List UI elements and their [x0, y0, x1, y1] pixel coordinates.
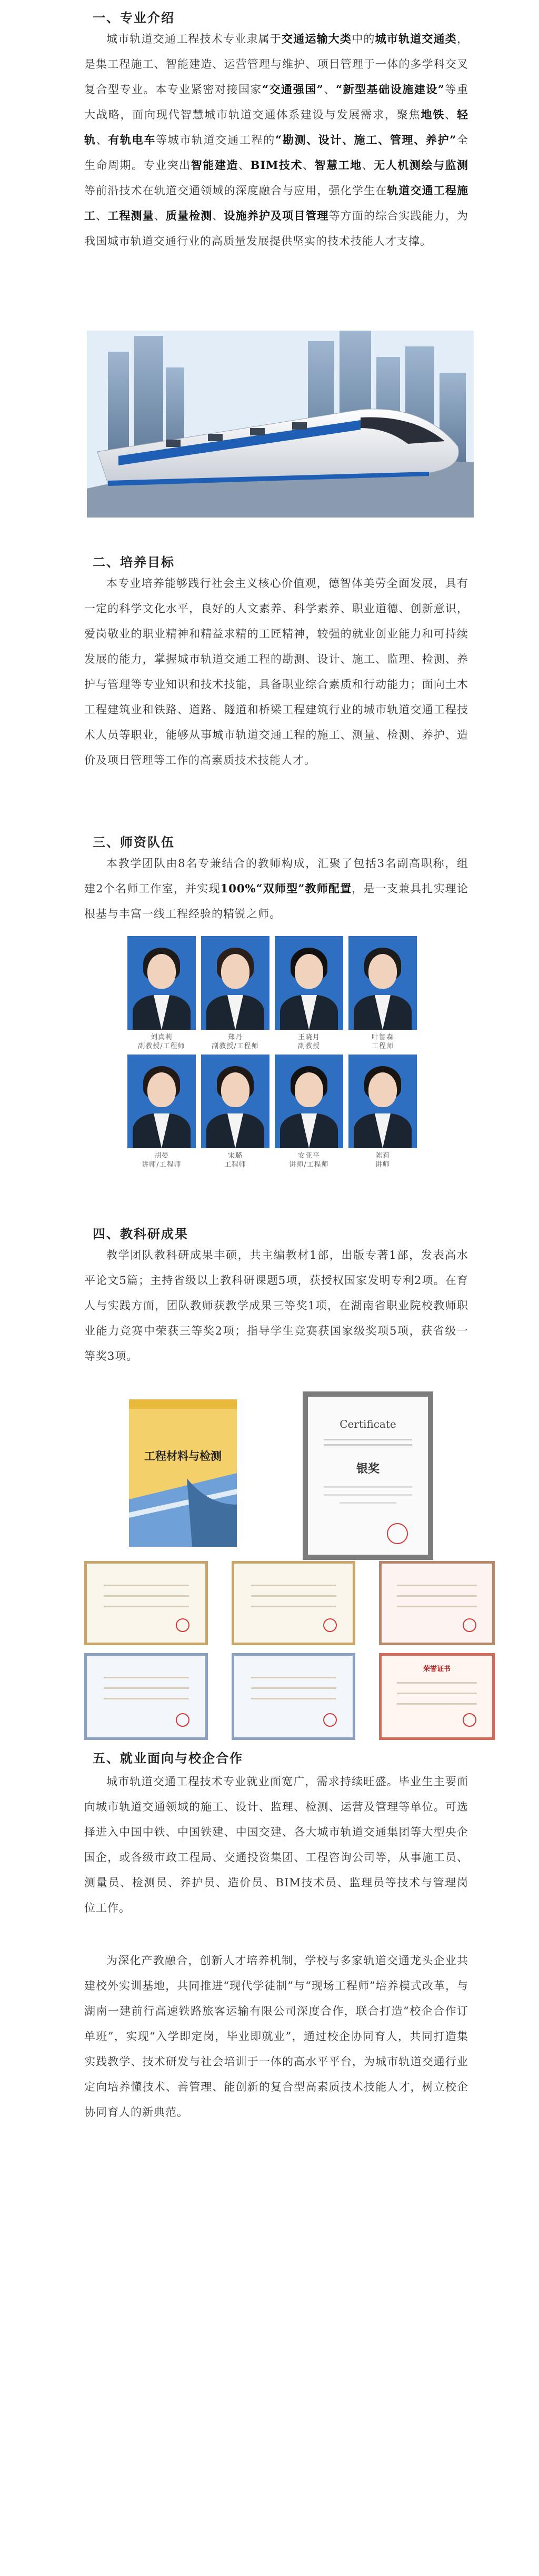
teacher-card [127, 1055, 196, 1169]
teacher-name: 胡晏 [154, 1152, 169, 1160]
seal-icon [323, 1618, 337, 1632]
teacher-name: 王晓月 [297, 1033, 320, 1041]
certificate-small [84, 1561, 208, 1645]
certificate-small [84, 1653, 208, 1740]
teacher-title: 副教授/工程师 [138, 1042, 185, 1050]
teacher-title: 副教授/工程师 [212, 1042, 259, 1050]
certificate-small [232, 1561, 355, 1645]
teacher-photo [275, 936, 343, 1030]
teacher-name: 刘真莉 [150, 1033, 173, 1041]
paragraph-intro: 城市轨道交通工程技术专业隶属于交通运输大类中的城市轨道交通类，是集工程施工、智能建造、运营管理与维护、项目管理于一体的多学科交叉复合型专业。本专业紧密对接国家“交通强国”、“新型基础设施建设”等重大战略，面向现代智慧城市轨道交通体系建设与发展需求，聚焦地铁、轻轨、有轨电车等城市轨道交通工程的“勘测、设计、施工、管理、养护”全生命周期。专业突出智能建造、BIM技术、智慧工地、无人机测绘与监测等前沿技术在轨道交通领域的深度融合与应用，强化学生在轨道交通工程施工、工程测量、质量检测、设施养护及项目管理等方面的综合实践能力，为我国城市轨道交通行业的高质量发展提供坚实的技术技能人才支撑。 [84, 32, 469, 247]
certificate-line [251, 1595, 336, 1597]
train-illustration [87, 331, 474, 518]
certificate-line [397, 1606, 476, 1607]
certificate-line [324, 1486, 412, 1488]
certificate-line [251, 1687, 336, 1689]
teacher-photo [348, 1055, 417, 1148]
certificate-line [340, 1502, 396, 1504]
teacher-card [275, 936, 343, 1051]
book-cover-art [129, 1399, 237, 1547]
certificate-line [324, 1494, 412, 1496]
paragraph-faculty: 本教学团队由8名专兼结合的教师构成，汇聚了包括3名副高职称，组建2个名师工作室，并实现100%“双师型”教师配置，是一支兼具扎实理论根基与丰富一线工程经验的精锐之师。 [84, 857, 468, 920]
certificate-line [104, 1585, 189, 1586]
certificate-line [397, 1585, 476, 1586]
teacher-name: 安亚平 [297, 1152, 320, 1160]
certificate-line [397, 1703, 476, 1705]
teacher-card [127, 936, 196, 1051]
teacher-title: 工程师 [371, 1042, 394, 1050]
certificate-line [104, 1698, 189, 1699]
teacher-name: 宋璐 [227, 1152, 243, 1160]
seal-icon [176, 1618, 189, 1632]
heading-employment: 五、就业面向与校企合作 [93, 1751, 243, 1766]
teacher-name: 陈莉 [375, 1152, 390, 1160]
teacher-photo [127, 936, 196, 1030]
certificate-line [251, 1606, 336, 1607]
certificate-line [104, 1677, 189, 1678]
seal-icon [387, 1523, 408, 1544]
certificate-image [303, 1391, 433, 1560]
certificate-line [104, 1595, 189, 1597]
teacher-card [348, 1055, 417, 1169]
paragraph-employment-1: 城市轨道交通工程技术专业就业面宽广，需求持续旺盛。毕业生主要面向城市轨道交通领域的施工、设计、监理、检测、运营及管理等单位。可选择进入中国中铁、中国铁建、中国交建、各大城市轨道交通集团等大型央企国企，或各级市政工程局、交通投资集团、工程咨询公司等，从事施工员、测量员、检测员、养护员、造价员、BIM技术员、监理员等技术与管理岗位工作。 [84, 1775, 468, 1914]
teacher-photo [201, 936, 270, 1030]
certificate-line [324, 1444, 412, 1446]
honor-certificate [379, 1653, 495, 1740]
certificate-line [397, 1595, 476, 1597]
seal-icon [463, 1713, 476, 1727]
teacher-card [201, 1055, 270, 1169]
train-image [87, 331, 474, 518]
teacher-card [201, 936, 270, 1051]
honor-certificate-label: 荣誉证书 [423, 1665, 451, 1673]
certificate-award: 银奖 [356, 1462, 380, 1476]
certificate-line [104, 1687, 189, 1689]
heading-faculty: 三、师资队伍 [93, 834, 175, 850]
paragraph-employment-2: 为深化产教融合，创新人才培养机制，学校与多家轨道交通龙头企业共建校外实训基地，共同推进“现代学徒制”与“现场工程师”培养模式改革，与湖南一建前行高速铁路旅客运输有限公司深度合作，联合打造“校企合作订单班”，实现“入学即定岗，毕业即就业”，通过校企协同育人，共同打造集实践教学、技术研发与社会培训于一体的高水平平台，为城市轨道交通行业定向培养懂技术、善管理、能创新的复合型高素质技术技能人才，树立校企协同育人的新典范。 [84, 1954, 468, 2119]
certificate-small [232, 1653, 355, 1740]
certificate-line [104, 1606, 189, 1607]
teacher-card [348, 936, 417, 1051]
certificate-line [251, 1585, 336, 1586]
teacher-title: 讲师 [375, 1161, 390, 1169]
teacher-title: 工程师 [224, 1161, 246, 1169]
teacher-name: 郑丹 [227, 1033, 243, 1041]
book-title: 工程材料与检测 [144, 1449, 222, 1463]
seal-icon [463, 1618, 476, 1632]
book-cover-image [129, 1399, 237, 1547]
certificate-line [251, 1698, 336, 1699]
certificate-line [397, 1682, 476, 1684]
certificate-small [379, 1561, 495, 1645]
teacher-title: 副教授 [297, 1042, 320, 1050]
teacher-photo [275, 1055, 343, 1148]
heading-intro: 一、专业介绍 [93, 10, 175, 25]
teacher-name: 叶智森 [371, 1033, 394, 1041]
certificate-line [251, 1677, 336, 1678]
heading-training: 二、培养目标 [93, 554, 175, 570]
paragraph-research: 教学团队教科研成果丰硕，共主编教材1部，出版专著1部，发表高水平论文5篇；主持省级以上教科研课题5项，获授权国家发明专利2项。在育人与实践方面，团队教师获教学成果三等奖1项，在湖南省职业院校教师职业能力竞赛中荣获三等奖2项；指导学生竞赛获国家级奖项5项，获省级一等奖3项。 [84, 1249, 468, 1362]
teacher-photo [127, 1055, 196, 1148]
seal-icon [176, 1713, 189, 1727]
teacher-photo [348, 936, 417, 1030]
teacher-title: 讲师/工程师 [142, 1161, 182, 1169]
certificate-line [324, 1439, 412, 1440]
teacher-card [275, 1055, 343, 1169]
seal-icon [323, 1713, 337, 1727]
certificate-title: Certificate [340, 1418, 396, 1430]
certificate-line [397, 1693, 476, 1694]
teacher-photo [201, 1055, 270, 1148]
teacher-title: 讲师/工程师 [289, 1161, 329, 1169]
heading-research: 四、教科研成果 [93, 1226, 188, 1241]
paragraph-training: 本专业培养能够践行社会主义核心价值观，德智体美劳全面发展，具有一定的科学文化水平，良好的人文素养、科学素养、职业道德、创新意识，爱岗敬业的职业精神和精益求精的工匠精神，较强的就业创业能力和可持续发展的能力，掌握城市轨道交通工程的勘测、设计、施工、监理、检测、养护与管理等专业知识和技术技能，具备职业综合素质和行动能力；面向土木工程建筑业和铁路、道路、隧道和桥梁工程建筑行业的城市轨道交通工程技术人员等职业，能够从事城市轨道交通工程的施工、测量、检测、养护、造价及项目管理等工作的高素质技术技能人才。 [84, 577, 468, 767]
